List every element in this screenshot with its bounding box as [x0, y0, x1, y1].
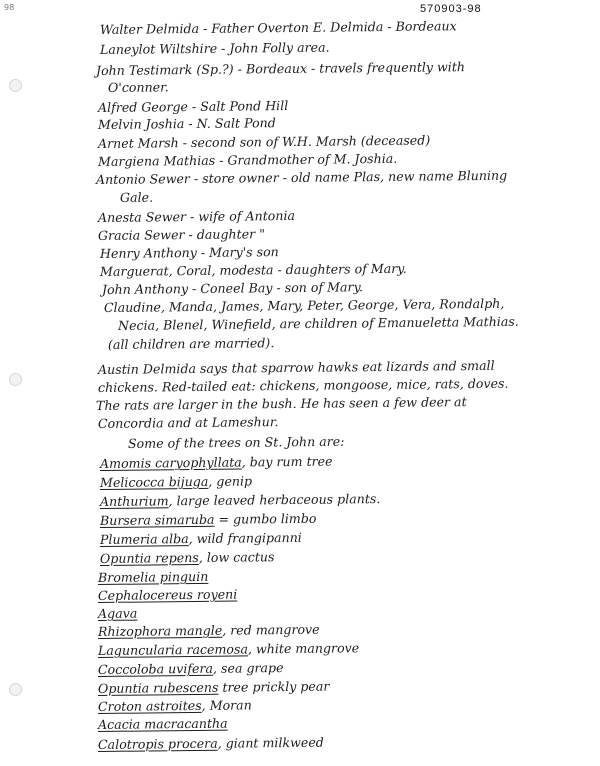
- note-line: Concordia and at Lameshur.: [97, 414, 279, 431]
- note-line: Arnet Marsh - second son of W.H. Marsh (deceased): [97, 132, 431, 151]
- species-note: = gumbo limbo: [214, 510, 317, 527]
- note-line: Marguerat, Coral, modesta - daughters of Mary.: [99, 260, 407, 279]
- species-name: Cephalocereus royeni: [97, 586, 238, 603]
- note-line: Austin Delmida says that sparrow hawks eat lizards and small: [97, 357, 495, 377]
- species-note: , wild frangipanni: [188, 529, 302, 547]
- species-name: Opuntia rubescens: [97, 679, 219, 696]
- species-line: [100, 549, 275, 566]
- note-line: Walter Delmida - Father Overton E. Delmida - Bordeaux: [99, 18, 457, 37]
- note-line: Gale.: [119, 189, 154, 205]
- species-name: Amomis caryophyllata: [99, 454, 242, 471]
- note-line: Antonio Sewer - store owner - old name Plas, new name Bluning: [95, 167, 508, 187]
- species-line: [98, 697, 252, 714]
- note-line: Henry Anthony - Mary's son: [99, 244, 279, 261]
- species-line: [98, 622, 320, 639]
- species-name: Laguncularia racemosa: [97, 641, 249, 658]
- punch-hole: [9, 79, 22, 92]
- species-note: , Moran: [201, 697, 252, 713]
- document-id: 570903-98: [420, 3, 482, 15]
- species-note: tree prickly pear: [218, 678, 330, 695]
- species-note: , genip: [208, 473, 253, 489]
- species-note: , large leaved herbaceous plants.: [168, 491, 381, 509]
- note-line: John Anthony - Coneel Bay - son of Mary.: [101, 279, 364, 297]
- species-line: [100, 491, 381, 509]
- species-note: , low cactus: [198, 549, 275, 565]
- note-line: Melvin Joshia - N. Salt Pond: [97, 115, 276, 132]
- species-note: , white mangrove: [247, 640, 360, 657]
- species-note: , giant milkweed: [217, 734, 324, 751]
- species-line: [100, 511, 317, 528]
- note-line: Alfred George - Salt Pond Hill: [97, 98, 289, 115]
- corner-mark: 98: [4, 3, 15, 12]
- punch-hole: [9, 683, 22, 696]
- species-line: [100, 530, 302, 547]
- species-name: Agava: [97, 605, 138, 621]
- note-line: chickens. Red-tailed eat: chickens, mongoose, mice, rats, doves.: [97, 375, 509, 395]
- species-name: Opuntia repens: [99, 549, 199, 566]
- note-line: Claudine, Manda, James, Mary, Peter, George, Vera, Rondalph,: [103, 295, 505, 315]
- species-name: Croton astroites: [97, 697, 202, 714]
- note-line: Necia, Blenel, Winefield, are children of Emanueletta Mathias.: [117, 313, 519, 333]
- species-line: [98, 640, 359, 658]
- note-line: O'conner.: [107, 79, 169, 95]
- species-line: [98, 716, 228, 732]
- species-name: Anthurium: [99, 493, 169, 509]
- species-name: Rhizophora mangle: [97, 622, 223, 639]
- note-line: (all children are married).: [107, 335, 275, 352]
- species-note: , bay rum tree: [241, 453, 333, 470]
- note-line: Laneylot Wiltshire - John Folly area.: [99, 39, 330, 57]
- note-line: Gracia Sewer - daughter ": [97, 226, 266, 243]
- species-name: Bursera simaruba: [99, 511, 215, 528]
- species-line: [98, 606, 137, 621]
- note-line: The rats are larger in the bush. He has seen a few deer at: [95, 394, 467, 413]
- species-line: [98, 660, 284, 677]
- species-name: Bromelia pinguin: [97, 568, 209, 585]
- species-name: Plumeria alba: [99, 531, 189, 547]
- note-line: John Testimark (Sp.?) - Bordeaux - travels frequently with: [95, 59, 466, 78]
- note-line: Some of the trees on St. John are:: [127, 433, 345, 451]
- species-name: Acacia macracantha: [97, 715, 228, 732]
- species-note: , red mangrove: [222, 621, 320, 638]
- punch-hole: [9, 373, 22, 386]
- species-line: [98, 587, 237, 603]
- species-line: [98, 735, 324, 752]
- species-note: , sea grape: [212, 660, 284, 676]
- note-line: Margiena Mathias - Grandmother of M. Joshia.: [97, 150, 398, 169]
- species-name: Melicocca bijuga: [99, 473, 209, 490]
- note-line: Anesta Sewer - wife of Antonia: [97, 207, 296, 225]
- species-line: [98, 679, 330, 696]
- species-name: Coccoloba uvifera: [97, 660, 214, 677]
- species-line: [100, 454, 333, 471]
- species-line: [100, 473, 252, 490]
- species-line: [98, 569, 208, 585]
- species-name: Calotropis procera: [97, 735, 218, 752]
